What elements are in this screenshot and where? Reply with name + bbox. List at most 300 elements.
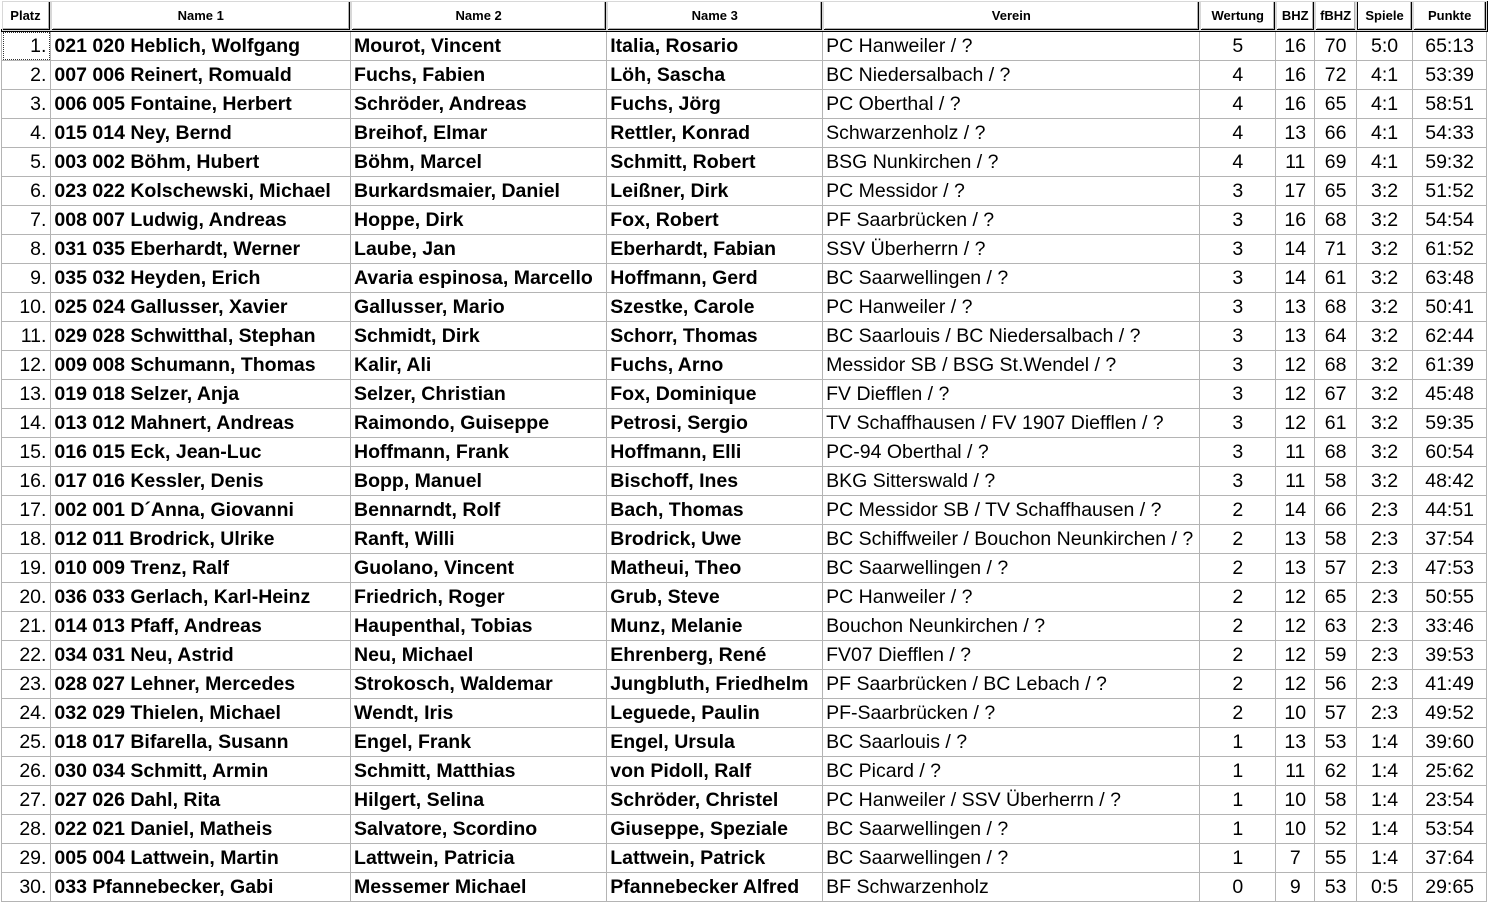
cell-name3[interactable]: Schmitt, Robert xyxy=(607,148,823,177)
cell-fbhz[interactable]: 68 xyxy=(1315,206,1356,235)
cell-verein[interactable]: PC Oberthal / ? xyxy=(823,90,1200,119)
cell-bhz[interactable]: 10 xyxy=(1276,815,1315,844)
cell-name1[interactable]: 016 015 Eck, Jean-Luc xyxy=(51,438,351,467)
cell-platz[interactable]: 20. xyxy=(2,583,51,612)
cell-platz[interactable]: 23. xyxy=(2,670,51,699)
cell-verein[interactable]: BKG Sitterswald / ? xyxy=(823,467,1200,496)
cell-wertung[interactable]: 3 xyxy=(1200,322,1276,351)
cell-punkte[interactable]: 41:49 xyxy=(1413,670,1487,699)
cell-name1[interactable]: 005 004 Lattwein, Martin xyxy=(51,844,351,873)
cell-name1[interactable]: 019 018 Selzer, Anja xyxy=(51,380,351,409)
table-row[interactable] xyxy=(2,496,1487,525)
cell-bhz[interactable]: 10 xyxy=(1276,699,1315,728)
cell-wertung[interactable]: 3 xyxy=(1200,264,1276,293)
cell-name3[interactable]: Fox, Dominique xyxy=(607,380,823,409)
cell-verein[interactable]: BC Saarlouis / BC Niedersalbach / ? xyxy=(823,322,1200,351)
cell-name2[interactable]: Ranft, Willi xyxy=(351,525,607,554)
cell-punkte[interactable]: 25:62 xyxy=(1413,757,1487,786)
cell-name2[interactable]: Avaria espinosa, Marcello xyxy=(351,264,607,293)
table-row[interactable] xyxy=(2,90,1487,119)
cell-wertung[interactable]: 1 xyxy=(1200,844,1276,873)
cell-name1[interactable]: 003 002 Böhm, Hubert xyxy=(51,148,351,177)
cell-platz[interactable]: 12. xyxy=(2,351,51,380)
cell-name1[interactable]: 013 012 Mahnert, Andreas xyxy=(51,409,351,438)
cell-platz[interactable]: 4. xyxy=(2,119,51,148)
cell-fbhz[interactable]: 53 xyxy=(1315,873,1356,902)
cell-spiele[interactable]: 2:3 xyxy=(1356,641,1412,670)
cell-spiele[interactable]: 3:2 xyxy=(1356,177,1412,206)
cell-verein[interactable]: PC Hanweiler / ? xyxy=(823,293,1200,322)
cell-verein[interactable]: PC Hanweiler / ? xyxy=(823,31,1200,61)
cell-verein[interactable]: FV07 Diefflen / ? xyxy=(823,641,1200,670)
cell-punkte[interactable]: 53:54 xyxy=(1413,815,1487,844)
cell-punkte[interactable]: 50:55 xyxy=(1413,583,1487,612)
cell-spiele[interactable]: 4:1 xyxy=(1356,148,1412,177)
table-row[interactable] xyxy=(2,699,1487,728)
cell-name2[interactable]: Messemer Michael xyxy=(351,873,607,902)
cell-platz[interactable]: 27. xyxy=(2,786,51,815)
cell-name1[interactable]: 034 031 Neu, Astrid xyxy=(51,641,351,670)
cell-fbhz[interactable]: 53 xyxy=(1315,728,1356,757)
cell-wertung[interactable]: 1 xyxy=(1200,757,1276,786)
cell-name3[interactable]: Eberhardt, Fabian xyxy=(607,235,823,264)
cell-wertung[interactable]: 2 xyxy=(1200,583,1276,612)
cell-punkte[interactable]: 45:48 xyxy=(1413,380,1487,409)
cell-verein[interactable]: BC Saarwellingen / ? xyxy=(823,554,1200,583)
cell-name1[interactable]: 023 022 Kolschewski, Michael xyxy=(51,177,351,206)
cell-wertung[interactable]: 4 xyxy=(1200,90,1276,119)
cell-spiele[interactable]: 1:4 xyxy=(1356,757,1412,786)
cell-punkte[interactable]: 65:13 xyxy=(1413,31,1487,61)
cell-platz[interactable]: 10. xyxy=(2,293,51,322)
cell-fbhz[interactable]: 66 xyxy=(1315,119,1356,148)
cell-name1[interactable]: 006 005 Fontaine, Herbert xyxy=(51,90,351,119)
cell-name2[interactable]: Hoffmann, Frank xyxy=(351,438,607,467)
cell-name2[interactable]: Wendt, Iris xyxy=(351,699,607,728)
table-row[interactable] xyxy=(2,206,1487,235)
table-row[interactable] xyxy=(2,61,1487,90)
cell-platz[interactable]: 18. xyxy=(2,525,51,554)
cell-bhz[interactable]: 16 xyxy=(1276,31,1315,61)
cell-bhz[interactable]: 10 xyxy=(1276,786,1315,815)
cell-verein[interactable]: BSG Nunkirchen / ? xyxy=(823,148,1200,177)
cell-name2[interactable]: Neu, Michael xyxy=(351,641,607,670)
cell-bhz[interactable]: 12 xyxy=(1276,641,1315,670)
cell-spiele[interactable]: 3:2 xyxy=(1356,235,1412,264)
cell-punkte[interactable]: 50:41 xyxy=(1413,293,1487,322)
cell-spiele[interactable]: 3:2 xyxy=(1356,351,1412,380)
cell-bhz[interactable]: 9 xyxy=(1276,873,1315,902)
cell-punkte[interactable]: 47:53 xyxy=(1413,554,1487,583)
cell-wertung[interactable]: 3 xyxy=(1200,351,1276,380)
cell-verein[interactable]: Schwarzenholz / ? xyxy=(823,119,1200,148)
cell-fbhz[interactable]: 57 xyxy=(1315,699,1356,728)
cell-name1[interactable]: 018 017 Bifarella, Susann xyxy=(51,728,351,757)
cell-platz[interactable]: 21. xyxy=(2,612,51,641)
table-row[interactable] xyxy=(2,235,1487,264)
cell-fbhz[interactable]: 58 xyxy=(1315,525,1356,554)
cell-bhz[interactable]: 11 xyxy=(1276,438,1315,467)
cell-fbhz[interactable]: 65 xyxy=(1315,90,1356,119)
cell-name1[interactable]: 022 021 Daniel, Matheis xyxy=(51,815,351,844)
cell-spiele[interactable]: 1:4 xyxy=(1356,815,1412,844)
cell-bhz[interactable]: 11 xyxy=(1276,148,1315,177)
cell-name2[interactable]: Laube, Jan xyxy=(351,235,607,264)
cell-wertung[interactable]: 1 xyxy=(1200,786,1276,815)
cell-name2[interactable]: Schmidt, Dirk xyxy=(351,322,607,351)
cell-bhz[interactable]: 16 xyxy=(1276,206,1315,235)
cell-name1[interactable]: 031 035 Eberhardt, Werner xyxy=(51,235,351,264)
cell-fbhz[interactable]: 55 xyxy=(1315,844,1356,873)
cell-spiele[interactable]: 3:2 xyxy=(1356,322,1412,351)
cell-verein[interactable]: Messidor SB / BSG St.Wendel / ? xyxy=(823,351,1200,380)
cell-name1[interactable]: 033 Pfannebecker, Gabi xyxy=(51,873,351,902)
cell-name1[interactable]: 021 020 Heblich, Wolfgang xyxy=(51,31,351,61)
cell-name3[interactable]: Schorr, Thomas xyxy=(607,322,823,351)
cell-bhz[interactable]: 13 xyxy=(1276,554,1315,583)
cell-name2[interactable]: Schmitt, Matthias xyxy=(351,757,607,786)
cell-spiele[interactable]: 3:2 xyxy=(1356,409,1412,438)
cell-name1[interactable]: 035 032 Heyden, Erich xyxy=(51,264,351,293)
cell-platz[interactable]: 13. xyxy=(2,380,51,409)
cell-name3[interactable]: Engel, Ursula xyxy=(607,728,823,757)
cell-verein[interactable]: BC Niedersalbach / ? xyxy=(823,61,1200,90)
cell-spiele[interactable]: 1:4 xyxy=(1356,786,1412,815)
cell-verein[interactable]: BC Saarwellingen / ? xyxy=(823,844,1200,873)
cell-name2[interactable]: Salvatore, Scordino xyxy=(351,815,607,844)
cell-name1[interactable]: 007 006 Reinert, Romuald xyxy=(51,61,351,90)
cell-verein[interactable]: PC Messidor / ? xyxy=(823,177,1200,206)
cell-punkte[interactable]: 49:52 xyxy=(1413,699,1487,728)
cell-bhz[interactable]: 12 xyxy=(1276,670,1315,699)
header-verein[interactable]: Verein xyxy=(823,1,1200,31)
cell-spiele[interactable]: 3:2 xyxy=(1356,380,1412,409)
cell-name1[interactable]: 030 034 Schmitt, Armin xyxy=(51,757,351,786)
cell-punkte[interactable]: 58:51 xyxy=(1413,90,1487,119)
cell-verein[interactable]: PC-94 Oberthal / ? xyxy=(823,438,1200,467)
cell-punkte[interactable]: 54:54 xyxy=(1413,206,1487,235)
cell-wertung[interactable]: 2 xyxy=(1200,641,1276,670)
header-bhz[interactable]: BHZ xyxy=(1276,1,1315,31)
cell-name2[interactable]: Schröder, Andreas xyxy=(351,90,607,119)
cell-bhz[interactable]: 14 xyxy=(1276,264,1315,293)
cell-name3[interactable]: Brodrick, Uwe xyxy=(607,525,823,554)
cell-platz[interactable]: 25. xyxy=(2,728,51,757)
cell-name3[interactable]: Giuseppe, Speziale xyxy=(607,815,823,844)
cell-name2[interactable]: Hilgert, Selina xyxy=(351,786,607,815)
cell-name2[interactable]: Raimondo, Guiseppe xyxy=(351,409,607,438)
cell-wertung[interactable]: 3 xyxy=(1200,177,1276,206)
table-row[interactable] xyxy=(2,873,1487,902)
cell-name2[interactable]: Haupenthal, Tobias xyxy=(351,612,607,641)
cell-name1[interactable]: 009 008 Schumann, Thomas xyxy=(51,351,351,380)
table-row[interactable] xyxy=(2,757,1487,786)
cell-spiele[interactable]: 1:4 xyxy=(1356,844,1412,873)
table-row[interactable] xyxy=(2,380,1487,409)
cell-punkte[interactable]: 60:54 xyxy=(1413,438,1487,467)
cell-verein[interactable]: BC Schiffweiler / Bouchon Neunkirchen / ? xyxy=(823,525,1200,554)
cell-name3[interactable]: Fox, Robert xyxy=(607,206,823,235)
table-row[interactable] xyxy=(2,670,1487,699)
cell-spiele[interactable]: 0:5 xyxy=(1356,873,1412,902)
header-name3[interactable]: Name 3 xyxy=(607,1,823,31)
cell-platz[interactable]: 9. xyxy=(2,264,51,293)
cell-name3[interactable]: Rettler, Konrad xyxy=(607,119,823,148)
cell-name2[interactable]: Friedrich, Roger xyxy=(351,583,607,612)
cell-name2[interactable]: Engel, Frank xyxy=(351,728,607,757)
cell-bhz[interactable]: 13 xyxy=(1276,728,1315,757)
header-platz[interactable]: Platz xyxy=(2,1,51,31)
cell-spiele[interactable]: 2:3 xyxy=(1356,554,1412,583)
cell-fbhz[interactable]: 68 xyxy=(1315,293,1356,322)
cell-platz[interactable]: 7. xyxy=(2,206,51,235)
table-row[interactable] xyxy=(2,148,1487,177)
cell-spiele[interactable]: 4:1 xyxy=(1356,61,1412,90)
cell-name1[interactable]: 012 011 Brodrick, Ulrike xyxy=(51,525,351,554)
header-fbhz[interactable]: fBHZ xyxy=(1315,1,1356,31)
table-row[interactable] xyxy=(2,728,1487,757)
cell-punkte[interactable]: 39:60 xyxy=(1413,728,1487,757)
cell-wertung[interactable]: 0 xyxy=(1200,873,1276,902)
cell-wertung[interactable]: 4 xyxy=(1200,119,1276,148)
cell-fbhz[interactable]: 72 xyxy=(1315,61,1356,90)
cell-name3[interactable]: Szestke, Carole xyxy=(607,293,823,322)
cell-name3[interactable]: Fuchs, Jörg xyxy=(607,90,823,119)
cell-punkte[interactable]: 54:33 xyxy=(1413,119,1487,148)
cell-bhz[interactable]: 17 xyxy=(1276,177,1315,206)
cell-wertung[interactable]: 2 xyxy=(1200,612,1276,641)
cell-fbhz[interactable]: 61 xyxy=(1315,409,1356,438)
cell-fbhz[interactable]: 65 xyxy=(1315,583,1356,612)
cell-name2[interactable]: Böhm, Marcel xyxy=(351,148,607,177)
table-row[interactable] xyxy=(2,293,1487,322)
cell-bhz[interactable]: 13 xyxy=(1276,293,1315,322)
cell-punkte[interactable]: 29:65 xyxy=(1413,873,1487,902)
cell-bhz[interactable]: 12 xyxy=(1276,380,1315,409)
cell-name2[interactable]: Bennarndt, Rolf xyxy=(351,496,607,525)
cell-bhz[interactable]: 13 xyxy=(1276,525,1315,554)
cell-name3[interactable]: Grub, Steve xyxy=(607,583,823,612)
table-row[interactable] xyxy=(2,844,1487,873)
cell-platz[interactable]: 6. xyxy=(2,177,51,206)
cell-punkte[interactable]: 37:64 xyxy=(1413,844,1487,873)
cell-punkte[interactable]: 61:39 xyxy=(1413,351,1487,380)
cell-verein[interactable]: BC Picard / ? xyxy=(823,757,1200,786)
cell-spiele[interactable]: 3:2 xyxy=(1356,206,1412,235)
cell-name2[interactable]: Burkardsmaier, Daniel xyxy=(351,177,607,206)
cell-wertung[interactable]: 2 xyxy=(1200,525,1276,554)
cell-bhz[interactable]: 13 xyxy=(1276,119,1315,148)
cell-name2[interactable]: Bopp, Manuel xyxy=(351,467,607,496)
cell-platz[interactable]: 5. xyxy=(2,148,51,177)
cell-name3[interactable]: Italia, Rosario xyxy=(607,31,823,61)
cell-name1[interactable]: 008 007 Ludwig, Andreas xyxy=(51,206,351,235)
cell-name2[interactable]: Hoppe, Dirk xyxy=(351,206,607,235)
cell-platz[interactable]: 11. xyxy=(2,322,51,351)
cell-spiele[interactable]: 5:0 xyxy=(1356,31,1412,61)
cell-fbhz[interactable]: 62 xyxy=(1315,757,1356,786)
cell-platz[interactable]: 14. xyxy=(2,409,51,438)
cell-name2[interactable]: Mourot, Vincent xyxy=(351,31,607,61)
cell-name3[interactable]: Löh, Sascha xyxy=(607,61,823,90)
cell-wertung[interactable]: 3 xyxy=(1200,206,1276,235)
cell-punkte[interactable]: 23:54 xyxy=(1413,786,1487,815)
table-row[interactable] xyxy=(2,641,1487,670)
cell-verein[interactable]: TV Schaffhausen / FV 1907 Diefflen / ? xyxy=(823,409,1200,438)
cell-name1[interactable]: 015 014 Ney, Bernd xyxy=(51,119,351,148)
cell-wertung[interactable]: 3 xyxy=(1200,293,1276,322)
cell-platz[interactable]: 8. xyxy=(2,235,51,264)
cell-wertung[interactable]: 1 xyxy=(1200,815,1276,844)
cell-spiele[interactable]: 1:4 xyxy=(1356,728,1412,757)
cell-verein[interactable]: BC Saarlouis / ? xyxy=(823,728,1200,757)
table-row[interactable] xyxy=(2,438,1487,467)
table-row[interactable] xyxy=(2,119,1487,148)
table-row[interactable] xyxy=(2,264,1487,293)
cell-spiele[interactable]: 2:3 xyxy=(1356,496,1412,525)
cell-bhz[interactable]: 11 xyxy=(1276,467,1315,496)
cell-spiele[interactable]: 3:2 xyxy=(1356,467,1412,496)
cell-name3[interactable]: Matheui, Theo xyxy=(607,554,823,583)
cell-punkte[interactable]: 53:39 xyxy=(1413,61,1487,90)
cell-spiele[interactable]: 2:3 xyxy=(1356,670,1412,699)
cell-bhz[interactable]: 12 xyxy=(1276,351,1315,380)
cell-spiele[interactable]: 3:2 xyxy=(1356,264,1412,293)
cell-spiele[interactable]: 2:3 xyxy=(1356,525,1412,554)
cell-wertung[interactable]: 4 xyxy=(1200,61,1276,90)
cell-verein[interactable]: FV Diefflen / ? xyxy=(823,380,1200,409)
cell-name1[interactable]: 028 027 Lehner, Mercedes xyxy=(51,670,351,699)
cell-bhz[interactable]: 13 xyxy=(1276,322,1315,351)
cell-name3[interactable]: Hoffmann, Gerd xyxy=(607,264,823,293)
table-row[interactable] xyxy=(2,612,1487,641)
cell-verein[interactable]: BC Saarwellingen / ? xyxy=(823,264,1200,293)
cell-name2[interactable]: Breihof, Elmar xyxy=(351,119,607,148)
cell-name2[interactable]: Fuchs, Fabien xyxy=(351,61,607,90)
cell-fbhz[interactable]: 70 xyxy=(1315,31,1356,61)
cell-fbhz[interactable]: 57 xyxy=(1315,554,1356,583)
cell-name3[interactable]: Fuchs, Arno xyxy=(607,351,823,380)
cell-verein[interactable]: PF Saarbrücken / BC Lebach / ? xyxy=(823,670,1200,699)
cell-name3[interactable]: Lattwein, Patrick xyxy=(607,844,823,873)
cell-wertung[interactable]: 2 xyxy=(1200,554,1276,583)
cell-fbhz[interactable]: 69 xyxy=(1315,148,1356,177)
cell-punkte[interactable]: 62:44 xyxy=(1413,322,1487,351)
cell-name2[interactable]: Selzer, Christian xyxy=(351,380,607,409)
cell-name3[interactable]: Bischoff, Ines xyxy=(607,467,823,496)
cell-name1[interactable]: 025 024 Gallusser, Xavier xyxy=(51,293,351,322)
cell-name1[interactable]: 032 029 Thielen, Michael xyxy=(51,699,351,728)
table-row[interactable] xyxy=(2,467,1487,496)
cell-bhz[interactable]: 12 xyxy=(1276,409,1315,438)
cell-bhz[interactable]: 14 xyxy=(1276,496,1315,525)
cell-wertung[interactable]: 2 xyxy=(1200,699,1276,728)
cell-verein[interactable]: BF Schwarzenholz xyxy=(823,873,1200,902)
cell-name3[interactable]: Schröder, Christel xyxy=(607,786,823,815)
cell-name3[interactable]: Leguede, Paulin xyxy=(607,699,823,728)
cell-platz[interactable]: 26. xyxy=(2,757,51,786)
table-row[interactable] xyxy=(2,351,1487,380)
cell-name2[interactable]: Kalir, Ali xyxy=(351,351,607,380)
cell-wertung[interactable]: 5 xyxy=(1200,31,1276,61)
cell-fbhz[interactable]: 66 xyxy=(1315,496,1356,525)
cell-punkte[interactable]: 37:54 xyxy=(1413,525,1487,554)
cell-punkte[interactable]: 39:53 xyxy=(1413,641,1487,670)
cell-name3[interactable]: Pfannebecker Alfred xyxy=(607,873,823,902)
cell-fbhz[interactable]: 56 xyxy=(1315,670,1356,699)
cell-punkte[interactable]: 61:52 xyxy=(1413,235,1487,264)
cell-name1[interactable]: 014 013 Pfaff, Andreas xyxy=(51,612,351,641)
cell-name1[interactable]: 027 026 Dahl, Rita xyxy=(51,786,351,815)
cell-name2[interactable]: Guolano, Vincent xyxy=(351,554,607,583)
cell-wertung[interactable]: 3 xyxy=(1200,409,1276,438)
cell-wertung[interactable]: 3 xyxy=(1200,235,1276,264)
cell-platz[interactable]: 30. xyxy=(2,873,51,902)
cell-spiele[interactable]: 3:2 xyxy=(1356,438,1412,467)
cell-fbhz[interactable]: 67 xyxy=(1315,380,1356,409)
table-row[interactable] xyxy=(2,554,1487,583)
cell-name3[interactable]: von Pidoll, Ralf xyxy=(607,757,823,786)
table-row[interactable] xyxy=(2,409,1487,438)
cell-verein[interactable]: BC Saarwellingen / ? xyxy=(823,815,1200,844)
cell-spiele[interactable]: 3:2 xyxy=(1356,293,1412,322)
table-row[interactable] xyxy=(2,322,1487,351)
header-name1[interactable]: Name 1 xyxy=(51,1,351,31)
table-row[interactable] xyxy=(2,31,1487,61)
cell-wertung[interactable]: 3 xyxy=(1200,467,1276,496)
cell-bhz[interactable]: 16 xyxy=(1276,90,1315,119)
cell-punkte[interactable]: 44:51 xyxy=(1413,496,1487,525)
cell-spiele[interactable]: 2:3 xyxy=(1356,699,1412,728)
cell-fbhz[interactable]: 52 xyxy=(1315,815,1356,844)
cell-name1[interactable]: 002 001 D´Anna, Giovanni xyxy=(51,496,351,525)
cell-name2[interactable]: Gallusser, Mario xyxy=(351,293,607,322)
cell-platz[interactable]: 17. xyxy=(2,496,51,525)
cell-platz[interactable]: 1. xyxy=(2,31,51,61)
table-row[interactable] xyxy=(2,177,1487,206)
cell-name1[interactable]: 017 016 Kessler, Denis xyxy=(51,467,351,496)
cell-spiele[interactable]: 4:1 xyxy=(1356,90,1412,119)
cell-name1[interactable]: 010 009 Trenz, Ralf xyxy=(51,554,351,583)
cell-verein[interactable]: PF-Saarbrücken / ? xyxy=(823,699,1200,728)
cell-platz[interactable]: 2. xyxy=(2,61,51,90)
cell-verein[interactable]: PC Hanweiler / ? xyxy=(823,583,1200,612)
cell-bhz[interactable]: 14 xyxy=(1276,235,1315,264)
cell-wertung[interactable]: 4 xyxy=(1200,148,1276,177)
header-name2[interactable]: Name 2 xyxy=(351,1,607,31)
cell-fbhz[interactable]: 61 xyxy=(1315,264,1356,293)
cell-name3[interactable]: Jungbluth, Friedhelm xyxy=(607,670,823,699)
cell-verein[interactable]: PF Saarbrücken / ? xyxy=(823,206,1200,235)
table-row[interactable] xyxy=(2,815,1487,844)
cell-fbhz[interactable]: 68 xyxy=(1315,351,1356,380)
cell-verein[interactable]: SSV Überherrn / ? xyxy=(823,235,1200,264)
cell-wertung[interactable]: 3 xyxy=(1200,438,1276,467)
cell-platz[interactable]: 29. xyxy=(2,844,51,873)
cell-name3[interactable]: Petrosi, Sergio xyxy=(607,409,823,438)
cell-verein[interactable]: PC Hanweiler / SSV Überherrn / ? xyxy=(823,786,1200,815)
cell-verein[interactable]: Bouchon Neunkirchen / ? xyxy=(823,612,1200,641)
cell-name2[interactable]: Strokosch, Waldemar xyxy=(351,670,607,699)
cell-name1[interactable]: 029 028 Schwitthal, Stephan xyxy=(51,322,351,351)
cell-platz[interactable]: 22. xyxy=(2,641,51,670)
cell-fbhz[interactable]: 65 xyxy=(1315,177,1356,206)
cell-punkte[interactable]: 51:52 xyxy=(1413,177,1487,206)
cell-platz[interactable]: 16. xyxy=(2,467,51,496)
cell-platz[interactable]: 24. xyxy=(2,699,51,728)
cell-platz[interactable]: 15. xyxy=(2,438,51,467)
cell-name3[interactable]: Leißner, Dirk xyxy=(607,177,823,206)
